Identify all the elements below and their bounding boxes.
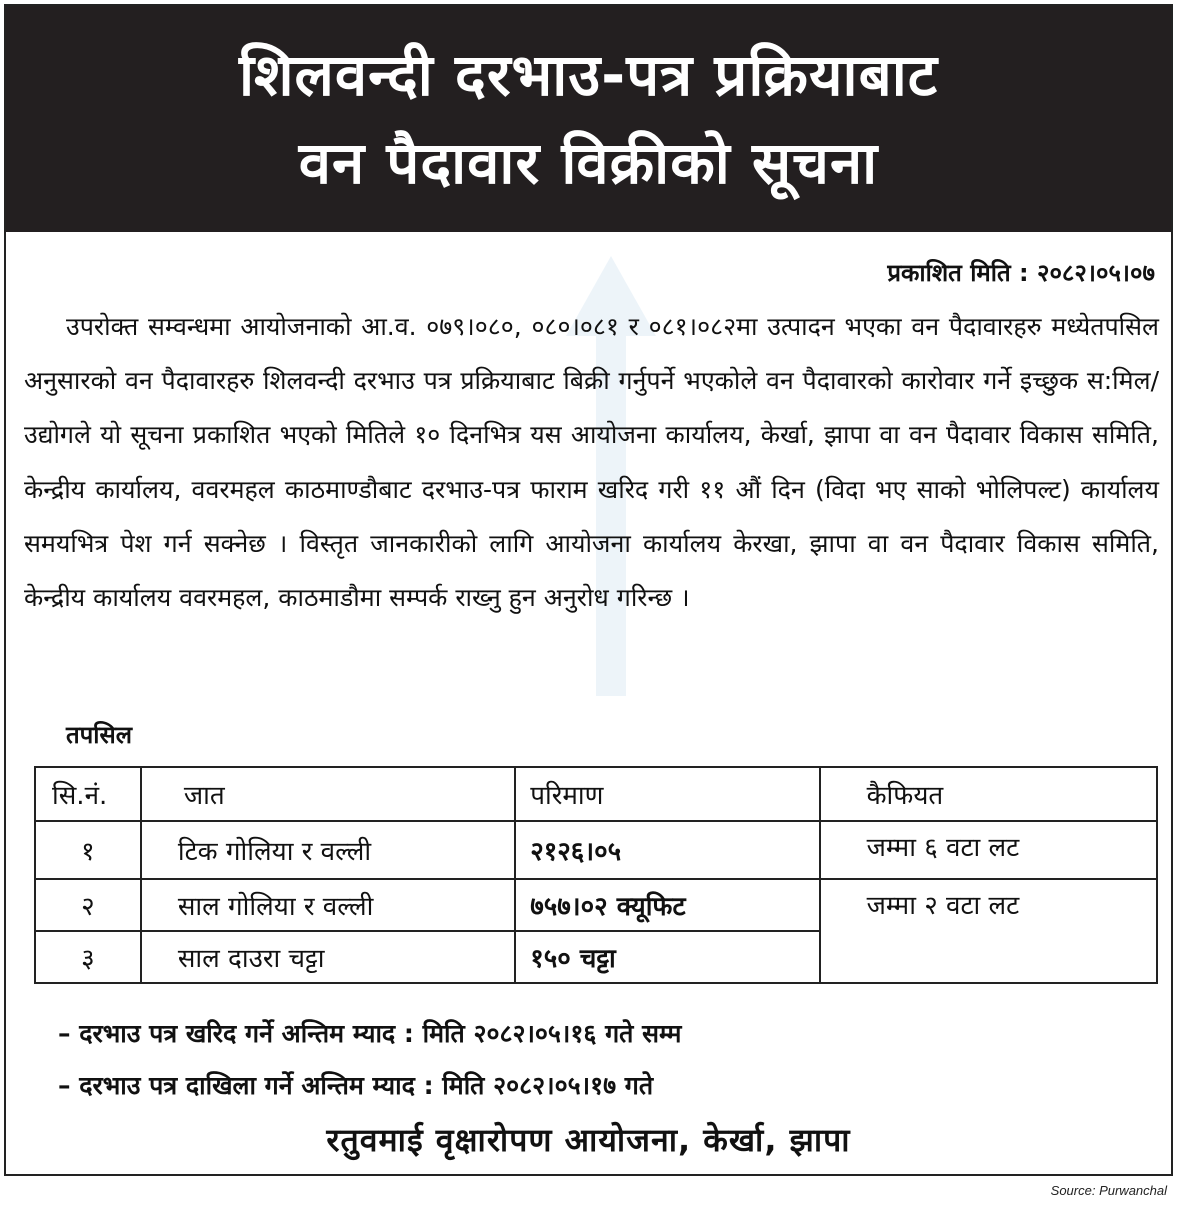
source-credit: Source: Purwanchal: [1050, 1183, 1167, 1198]
table-row: [35, 821, 1157, 879]
header-remarks: कैफियत: [820, 767, 1157, 821]
header-sn: सि.नं.: [35, 767, 141, 821]
row-quantity: ७५७।०२ क्यूफिट: [515, 879, 819, 931]
row-species: साल गोलिया र वल्ली: [141, 879, 515, 931]
row-sn: ३: [35, 931, 141, 983]
row-sn: २: [35, 879, 141, 931]
title-line-1: शिलवन्दी दरभाउ-पत्र प्रक्रियाबाट: [239, 41, 938, 109]
schedule-table: [34, 766, 1158, 984]
notice-frame: [4, 4, 1173, 1176]
title-banner: [6, 6, 1171, 232]
row-species: टिक गोलिया र वल्ली: [141, 821, 515, 879]
schedule-heading: तपसिल: [66, 721, 133, 749]
header-quantity: परिमाण: [515, 767, 819, 821]
title-line-2: वन पैदावार विक्रीको सूचना: [298, 129, 879, 197]
table-row: [35, 879, 1157, 931]
organization-name: रतुवमाई वृक्षारोपण आयोजना, केर्खा, झापा: [326, 1121, 851, 1159]
row-quantity: २१२६।०५: [515, 821, 819, 879]
header-species: जात: [141, 767, 515, 821]
row-sn: १: [35, 821, 141, 879]
table-header-row: [35, 767, 1157, 821]
published-date: प्रकाशित मिति : २०८२।०५।०७: [887, 259, 1155, 287]
row-quantity: १५० चट्टा: [515, 931, 819, 983]
notice-body-paragraph: उपरोक्त सम्वन्धमा आयोजनाको आ.व. ०७९।०८०, ०८०।०८१ र ०८१।०८२मा उत्पादन भएका वन पैदावारहरु मध्येतपसिल अनुसारको वन पैदावारहरु शिलवन्दी दरभाउ पत्र प्रक्रियाबाट बिक्री गर्नुपर्ने भएकोले वन पैदावारको कारोवार गर्ने इच्छुक स:मिल/उद्योगले यो सूचना प्रकाशित भएको मितिले १० दिनभित्र यस आयोजना कार्यालय, केर्खा, झापा वा वन पैदावार विकास समिति, केन्द्रीय कार्यालय, ववरमहल काठमाण्डौबाट दरभाउ-पत्र फाराम खरिद गरी ११ औं दिन (विदा भए साको भोलिपल्ट) कार्यालय समयभित्र पेश गर्न सक्नेछ । विस्तृत जानकारीको लागि आयोजना कार्यालय केरखा, झापा वा वन पैदावार विकास समिति, केन्द्रीय कार्यालय ववरमहल, काठमाडौमा सम्पर्क राख्नु हुन अनुरोध गरिन्छ ।: [24, 312, 1159, 613]
row-remarks: जम्मा २ वटा लट: [820, 879, 1157, 983]
row-species: साल दाउरा चट्टा: [141, 931, 515, 983]
deadline-purchase: – दरभाउ पत्र खरिद गर्ने अन्तिम म्याद : मिति २०८२।०५।१६ गते सम्म: [58, 1019, 682, 1048]
row-remarks: जम्मा ६ वटा लट: [820, 821, 1157, 879]
deadline-submission: – दरभाउ पत्र दाखिला गर्ने अन्तिम म्याद : मिति २०८२।०५।१७ गते: [58, 1071, 654, 1100]
